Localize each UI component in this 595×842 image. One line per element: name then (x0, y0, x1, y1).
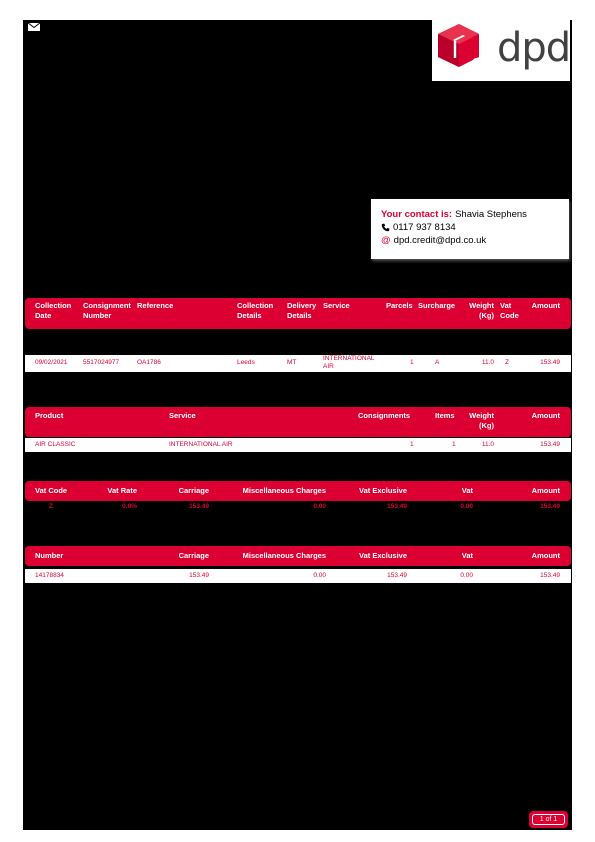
table-row (25, 569, 571, 583)
contact-card (371, 199, 569, 259)
cell-consignment-number[interactable]: 5517024977 (83, 359, 120, 366)
cell-parcels: 1 (410, 359, 414, 366)
cell-amount: 153.49 (540, 503, 560, 510)
products-header (25, 407, 571, 437)
cell-service: INTERNATIONAL AIR (169, 441, 233, 448)
contact-name-row (381, 209, 527, 220)
cell-vat-rate: 0.0% (122, 503, 137, 510)
cell-reference: OA1786 (137, 359, 161, 366)
col-misc-charges: Miscellaneous Charges (242, 486, 326, 495)
mail-icon[interactable] (27, 22, 41, 32)
cell-delivery-details: MT (287, 359, 297, 366)
cell-service: INTERNATIONAL AIR (323, 355, 375, 370)
cell-surcharge: A (435, 359, 440, 366)
col-consignments: Consignments (358, 411, 411, 420)
totals-header (25, 546, 571, 566)
contact-email-row (381, 235, 486, 246)
col-weight: Weight (Kg) (469, 301, 494, 320)
col-collection-details: Collection Details (237, 301, 274, 320)
col-service: Service (169, 411, 196, 420)
col-vat: Vat (461, 551, 473, 560)
col-product: Product (35, 411, 64, 420)
cell-product: AIR CLASSIC (35, 441, 76, 448)
col-amount: Amount (531, 551, 560, 560)
cell-amount: 153.49 (540, 572, 560, 579)
col-amount: Amount (531, 301, 560, 310)
cell-carriage: 153.49 (189, 503, 209, 510)
contact-phone[interactable]: 0117 937 8134 (393, 222, 456, 233)
col-vat-code: Vat Code (35, 486, 68, 495)
col-items: Items (435, 411, 455, 420)
cell-collection-date: 09/02/2021 (35, 359, 68, 366)
col-misc-charges: Miscellaneous Charges (242, 551, 326, 560)
table-row (25, 438, 571, 452)
cell-weight: 11.0 (481, 441, 494, 448)
cell-amount: 153.49 (540, 441, 560, 448)
cell-collection-details: Leeds (237, 359, 255, 366)
contact-email[interactable]: dpd.credit@dpd.co.uk (393, 235, 487, 246)
col-collection-date: Collection Date (35, 301, 72, 320)
col-service: Service (323, 301, 350, 310)
col-amount: Amount (531, 411, 560, 420)
table-row (25, 502, 571, 514)
cell-vat: 0.00 (460, 572, 473, 579)
cell-weight: 11.0 (481, 359, 494, 366)
contact-name: Shavia Stephens (455, 209, 527, 220)
col-surcharge: Surcharge (418, 301, 456, 310)
cell-amount: 153.49 (540, 359, 560, 366)
col-number: Number (35, 551, 64, 560)
contact-phone-row (381, 222, 456, 233)
col-vat: Vat (461, 486, 473, 495)
cell-vat-exclusive: 153.49 (387, 572, 407, 579)
col-parcels: Parcels (386, 301, 413, 310)
col-carriage: Carriage (178, 551, 209, 560)
table-row (25, 355, 571, 372)
phone-icon (381, 223, 390, 232)
email-at-icon: @ (381, 235, 391, 246)
col-delivery-details: Delivery Details (287, 301, 317, 320)
col-amount: Amount (531, 486, 560, 495)
col-vat-exclusive: Vat Exclusive (359, 551, 407, 560)
cell-misc-charges: 0.00 (313, 572, 326, 579)
cell-vat-code: Z (49, 503, 53, 510)
col-reference: Reference (137, 301, 174, 310)
consignments-header (25, 298, 571, 329)
cell-vat-exclusive: 153.49 (387, 503, 407, 510)
col-carriage: Carriage (178, 486, 209, 495)
vat-summary-header (25, 481, 571, 501)
col-vat-rate: Vat Rate (107, 486, 137, 495)
cell-carriage: 153.49 (189, 572, 209, 579)
cell-number[interactable]: 14178834 (35, 572, 64, 579)
cell-items: 1 (452, 441, 456, 448)
col-consignment-number: Consignment Number (83, 301, 131, 320)
cell-consignments: 1 (410, 441, 414, 448)
contact-label: Your contact is: (381, 209, 453, 220)
page-indicator-text: 1 of 1 (532, 814, 565, 825)
dpd-logo (432, 20, 570, 81)
logo-wordmark: dpd (497, 25, 571, 71)
page-indicator (529, 811, 568, 828)
cell-vat-code: Z (505, 359, 509, 366)
col-vat-code: Vat Code (500, 301, 519, 320)
cell-vat: 0.00 (460, 503, 473, 510)
col-vat-exclusive: Vat Exclusive (359, 486, 407, 495)
col-weight: Weight (Kg) (469, 411, 494, 430)
cell-misc-charges: 0.00 (313, 503, 326, 510)
